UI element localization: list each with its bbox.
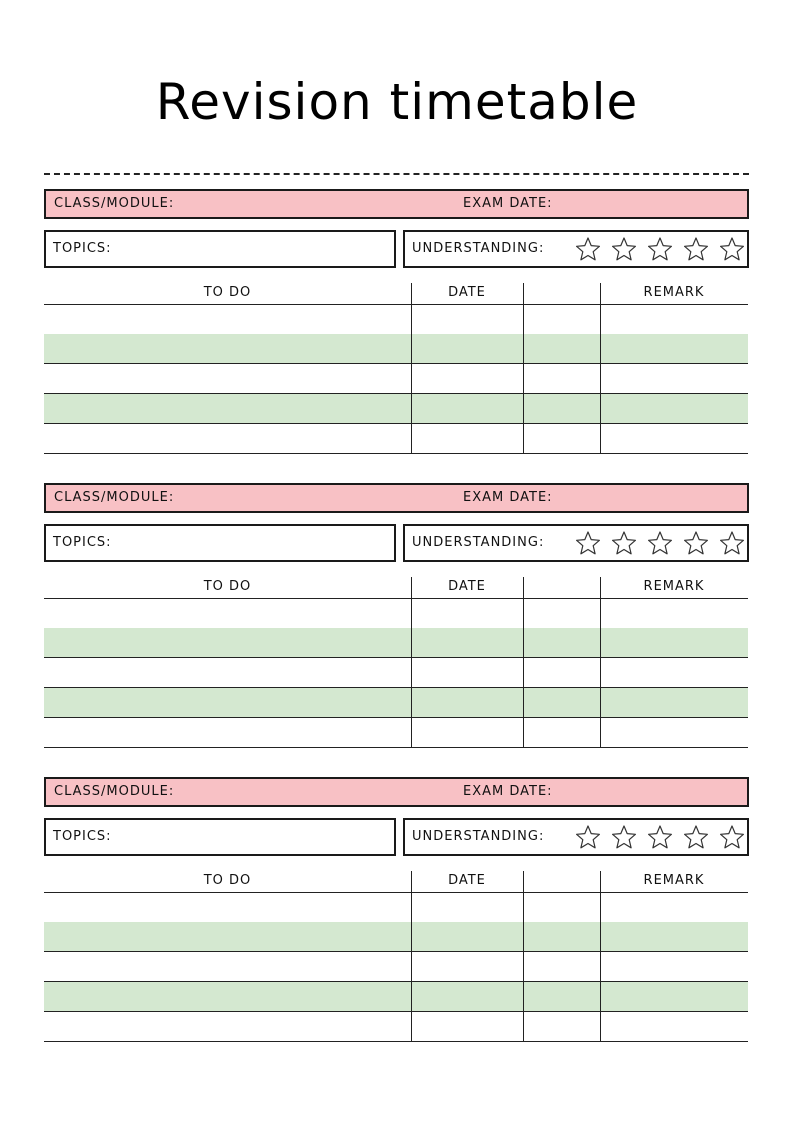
todo-table	[44, 577, 748, 747]
class-module-label: CLASS/MODULE:	[54, 196, 175, 211]
column-divider	[523, 577, 524, 748]
column-divider	[523, 871, 524, 1042]
date-header: DATE	[448, 579, 486, 594]
topics-label: TOPICS:	[53, 241, 112, 256]
table-row[interactable]	[44, 598, 748, 629]
class-module-bar[interactable]	[44, 483, 749, 513]
star-icon[interactable]	[683, 530, 709, 556]
revision-section	[0, 467, 794, 737]
star-icon[interactable]	[719, 236, 745, 262]
class-module-label: CLASS/MODULE:	[54, 490, 175, 505]
star-icon[interactable]	[683, 824, 709, 850]
column-divider	[600, 871, 601, 1042]
todo-header: TO DO	[203, 579, 252, 594]
column-divider	[411, 577, 412, 748]
star-icon[interactable]	[611, 824, 637, 850]
column-divider	[411, 283, 412, 454]
topics-label: TOPICS:	[53, 829, 112, 844]
todo-table	[44, 283, 748, 453]
table-row[interactable]	[44, 718, 748, 748]
table-row[interactable]	[44, 394, 748, 424]
revision-section	[0, 761, 794, 1031]
table-row[interactable]	[44, 1012, 748, 1042]
class-module-label: CLASS/MODULE:	[54, 784, 175, 799]
remark-header: REMARK	[643, 873, 705, 888]
table-row[interactable]	[44, 658, 748, 688]
todo-header: TO DO	[203, 873, 252, 888]
column-divider	[600, 577, 601, 748]
star-icon[interactable]	[719, 530, 745, 556]
table-row[interactable]	[44, 628, 748, 658]
topics-label: TOPICS:	[53, 535, 112, 550]
star-icon[interactable]	[575, 530, 601, 556]
table-row[interactable]	[44, 424, 748, 454]
star-icon[interactable]	[575, 236, 601, 262]
table-row[interactable]	[44, 922, 748, 952]
exam-date-label: EXAM DATE:	[463, 196, 553, 211]
remark-header: REMARK	[643, 579, 705, 594]
understanding-field	[403, 524, 749, 562]
star-icon[interactable]	[647, 236, 673, 262]
date-header: DATE	[448, 873, 486, 888]
understanding-label: UNDERSTANDING:	[412, 535, 545, 550]
understanding-field	[403, 818, 749, 856]
revision-section	[0, 173, 794, 443]
star-icon[interactable]	[683, 236, 709, 262]
table-row[interactable]	[44, 892, 748, 923]
todo-header: TO DO	[203, 285, 252, 300]
table-row[interactable]	[44, 334, 748, 364]
topics-field[interactable]	[44, 230, 396, 268]
star-icon[interactable]	[719, 824, 745, 850]
column-divider	[523, 283, 524, 454]
star-icon[interactable]	[647, 824, 673, 850]
exam-date-label: EXAM DATE:	[463, 784, 553, 799]
remark-header: REMARK	[643, 285, 705, 300]
table-row[interactable]	[44, 952, 748, 982]
todo-table	[44, 871, 748, 1041]
column-divider	[600, 283, 601, 454]
class-module-bar[interactable]	[44, 777, 749, 807]
exam-date-label: EXAM DATE:	[463, 490, 553, 505]
table-row[interactable]	[44, 688, 748, 718]
column-divider	[411, 871, 412, 1042]
star-icon[interactable]	[575, 824, 601, 850]
understanding-field	[403, 230, 749, 268]
table-row[interactable]	[44, 364, 748, 394]
table-row[interactable]	[44, 304, 748, 335]
topics-field[interactable]	[44, 524, 396, 562]
page-title: Revision timetable	[155, 73, 639, 131]
table-row[interactable]	[44, 982, 748, 1012]
understanding-label: UNDERSTANDING:	[412, 241, 545, 256]
class-module-bar[interactable]	[44, 189, 749, 219]
topics-field[interactable]	[44, 818, 396, 856]
star-icon[interactable]	[611, 236, 637, 262]
star-icon[interactable]	[611, 530, 637, 556]
date-header: DATE	[448, 285, 486, 300]
star-icon[interactable]	[647, 530, 673, 556]
understanding-label: UNDERSTANDING:	[412, 829, 545, 844]
